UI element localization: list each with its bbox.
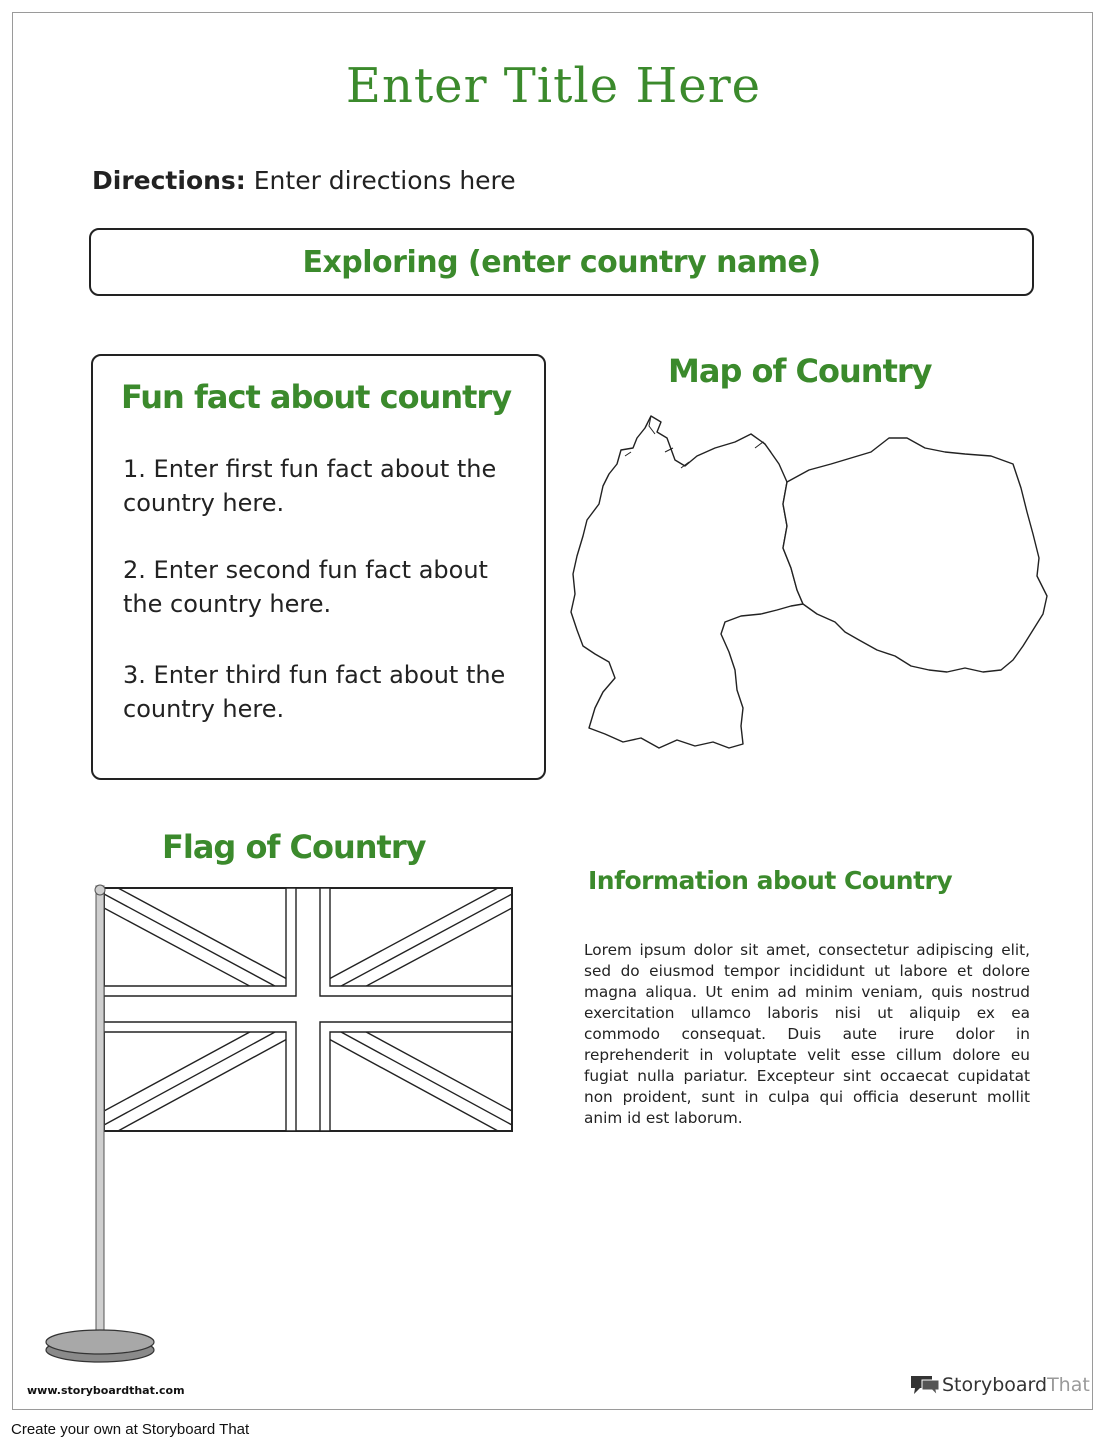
- fun-fact-item-3: 3. Enter third fun fact about the country here.: [123, 661, 506, 723]
- info-body-text[interactable]: Lorem ipsum dolor sit amet, consectetur adipiscing elit, sed do eiusmod tempor incididunt ut labore et dolore magna aliqua. Ut enim ad minim veniam, quis nostrud exercitation ullamco laboris nisi ut aliquip ex ea commodo consequat. Duis aute irure dolor in reprehenderit in voluptate velit esse cillum dolore eu fugiat nulla pariatur. Excepteur sint occaecat cupidatat non proident, sunt in culpa qui officia deserunt mollit anim id est laborum.: [584, 941, 1030, 1127]
- site-url[interactable]: www.storyboardthat.com: [27, 1384, 185, 1397]
- flag-stand-base-top: [46, 1330, 154, 1354]
- worksheet-title[interactable]: Enter Title Here: [345, 58, 762, 114]
- flag-image[interactable]: [40, 880, 520, 1380]
- country-map-image[interactable]: [565, 408, 1055, 753]
- brand-logo[interactable]: [908, 1373, 1090, 1397]
- fun-fact-item-2: 2. Enter second fun fact about the country here.: [123, 556, 488, 618]
- flag-pole-finial: [95, 885, 105, 895]
- brand-name-part1: Storyboard: [942, 1374, 1048, 1396]
- fun-fact-item-1: 1. Enter first fun fact about the country here.: [123, 455, 497, 517]
- map-heading: Map of Country: [668, 352, 932, 390]
- map-region-east: [783, 438, 1047, 672]
- directions-text: Enter directions here: [253, 166, 516, 195]
- speech-bubble-icon: [908, 1373, 942, 1397]
- footer-credit[interactable]: Create your own at Storyboard That: [11, 1421, 250, 1438]
- map-region-west: [571, 416, 803, 748]
- flag-heading: Flag of Country: [162, 828, 426, 866]
- directions-label: Directions:: [92, 166, 246, 195]
- fun-fact-box[interactable]: [91, 354, 546, 780]
- brand-name-part2: That: [1047, 1374, 1090, 1396]
- exploring-heading: Exploring (enter country name): [302, 244, 821, 280]
- directions-line[interactable]: [92, 166, 516, 195]
- flag-pole: [96, 886, 104, 1338]
- fun-fact-heading: Fun fact about country: [121, 378, 512, 416]
- info-heading: Information about Country: [588, 866, 953, 895]
- exploring-banner[interactable]: [89, 228, 1034, 296]
